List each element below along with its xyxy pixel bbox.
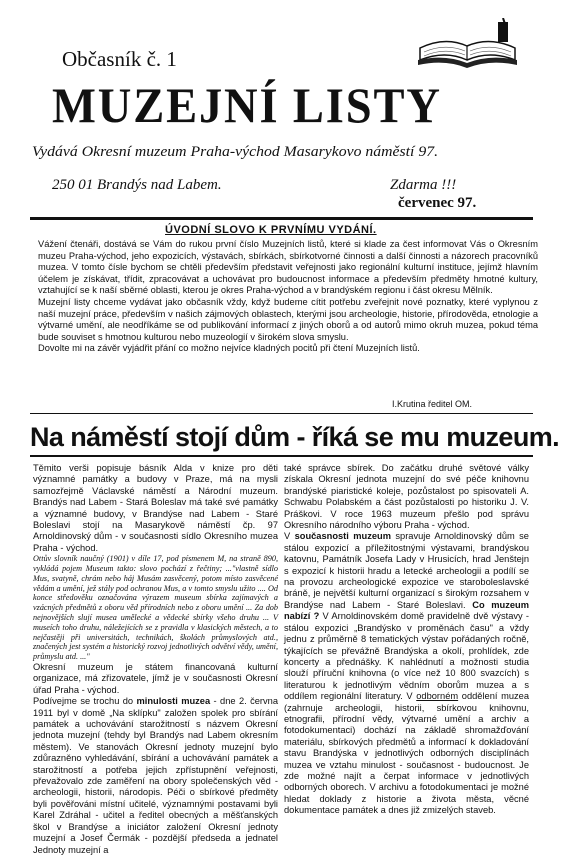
emphasis-department: odborném — [416, 691, 459, 702]
intro-signature: I.Krutina ředitel OM. — [392, 399, 473, 409]
article-paragraph: Těmito verši popisuje básník Alda v knize pro děti významné památky a budovy v Praze, má na mysli samozřejmě Václavské náměstí a Národní muzeum. Brandýs nad Labem - Stará Boleslav má také své památky a významné budovy, v Brandýse nad Labem - Staré Boleslavi stojí na Masarykově náměstí čp. 97 Arnoldinovský dům - v současnosti sídlo Okresního muzea Praha - východ. — [33, 463, 278, 553]
intro-paragraph: Vážení čtenáři, dostává se Vám do rukou první číslo Muzejních listů, které si klade za čest informovat Vás o Okresním muzeu Praha-východ, jeho expozicích, výstavách, sbírkách, sbírkotvorné činnosti a další činnosti a názorech pracovníků muzea. V tomto čísle bychom se chtěli především představit veřejnosti jako regionální kulturní instituce, jejímž hlavním účelem je získávat, třídit, zpracovávat a uchovávat pro budoucnost informace a především předměty hmotné kultury, vztahující se k naší sběrné oblasti, kterou je okres Praha-východ a v brandýském regionu i část okresu Mělník. — [38, 239, 538, 296]
price-label: Zdarma !!! — [390, 177, 457, 193]
intro-paragraph: Muzejní listy chceme vydávat jako občasník vždy, když budeme cítit potřebu zveřejnit nové poznatky, které vyplynou z naší muzejní práce, především v našich zájmových oblastech, kterými jsou archeologie, historie, přírodověda, etnologie a výtvarné umění, ale neodříkáme se od publikování informací z jiných oborů a od autorů mimo okruh muzea, pokud téma bude souviset s hmotnou kulturou nebo muzeologií v širokém slova smyslu. — [38, 296, 538, 342]
article-paragraph — [284, 531, 529, 816]
article-column-right — [284, 463, 529, 817]
encyclopedia-quote: Ottův slovník naučný (1901) v díle 17, pod písmenem M, na straně 890, vykládá pojem Museum takto: slovo pochází z řečtiny; ..."vlastně sídlo Mus, svatyně, chrám nebo háj Musám zasvěcený, potom místo zasvěcené vědám a umění, jež stály pod ochranou Mus, a v tomto smyslu užito .... Od konce středověku označována výrazem museum sbírka zajímavých a vzácných předmětů z oboru věd přírodních nebo z oboru umění ... Za dob nejnovějších slují musea umělecké a vědecké sbírky všeho druhu ... V museích toho druhu, náležejících se z pravidla v klasických městech, a to nejčastěji při universitách, technikách, školách průmyslových atd., značených jest systém a historický rozvoj jednotlivých odvětví vědy, umění, průmyslu atd. ..." — [33, 554, 278, 662]
newspaper-title: MUZEJNÍ LISTY — [52, 77, 442, 133]
intro-text — [38, 239, 538, 355]
emphasis-history: minulosti muzea — [136, 696, 211, 707]
text-run: oddělení muzea (zahrnuje archeologii, historii, sbírkovou knihovnu, etnografii, přírodní vědy, výtvarné umění a archiv a fotodokumentaci) dochází na základě shromažďování materiálu, sbírkových předmětů a informací k dokladování stavu Brandýska v jednotlivých odborných disciplínách muzea ve vztahu minulost - současnost - budoucnost. Je zde možné najít a čerpat informace v jednotlivých odborných oborech. V archivu a fotodokumentaci je možné hledat doklady z historie a života města, věcné dokumentace památek a dnes již zmizelých staveb. — [284, 691, 529, 816]
emphasis-offer: Co muzeum nabízí ? — [284, 599, 529, 622]
article-column-left — [33, 463, 278, 856]
text-run: - dne 2. června 1911 byl v domě „Na sklípku" založen spolek pro sbírání památek a uchovávání starožitností s názvem Okresní jednota muzejní (tehdy byl Brandýs nad Labem okresním městem). Ve stanovách Okresní jednoty muzejní bylo zdůrazněno vyhledávání, sbírání a uchovávání památek a starožitností a potřeba jejich zpřístupnění veřejnosti, převažovalo zde zaměření na obory společenských věd - archeologii, historii, národopis. Péči o sbírkové předměty byli pověřováni místní učitelé, významnými postavami byli Karel Zdráhal - učitel a ředitel obecných a měšťanských škol v Brandýse a iniciátor založení Okresní jednoty muzejní a Josef Čermák - pozdější předseda a jednatel Jednoty muzejní a — [33, 696, 278, 855]
publisher-city: 250 01 Brandýs nad Labem. — [52, 177, 222, 193]
text-run: Podívejme se trochu do — [33, 696, 137, 707]
text-run: V — [284, 531, 295, 542]
article-headline: Na náměstí stojí dům - říká se mu muzeum. — [30, 422, 560, 452]
headline-underline — [30, 455, 533, 457]
issue-number: Občasník č. 1 — [62, 47, 177, 71]
issue-date: červenec 97. — [398, 195, 477, 211]
publisher-line: Vydává Okresní muzeum Praha-východ Masarykovo náměstí 97. — [32, 144, 439, 160]
article-paragraph — [33, 696, 278, 856]
section-divider — [30, 413, 533, 414]
intro-paragraph: Dovolte mi na závěr vyjádřit přání co možno nejvíce kladných pocitů při čtení Muzejních listů. — [38, 343, 420, 354]
text-run: spravuje Arnoldinovský dům se stálou expozicí a příležitostnými výstavami, brandýskou katovnu, Památník Josefa Lady v Hrusicích, hrad Jenštejn s expozicí k historii hradu a letecké archeologii a podílí se na provozu archeologické expozice ve staroboleslavské bráně, je největší kulturní organizací s širokým rozsahem v Brandýse nad Labem - Staré Boleslavi. — [284, 531, 529, 610]
text-run: V Arnoldinovském domě pravidelně dvě výstavy - stálou expozici „Brandýsko v proměnách času" a vždy jednu z průměrně 8 tematických výstav pořádaných ročně, týkajících se převážně Brandýska a okolí, prohlídek, zde koncerty a přednášky. K nahlédnutí a možnosti studia slouží příruční knihovna (o více než 10 800 svazcích) s literaturou k jednotlivým vědním oborům muzea a s oddílem regionální literatury. V — [284, 611, 529, 702]
article-paragraph: Okresní muzeum je státem financovaná kulturní organizace, má zřizovatele, jímž je v současnosti Okresní úřad Praha - východ. — [33, 662, 278, 695]
emphasis-present: současnosti muzeum — [294, 531, 391, 542]
article-paragraph: také správce sbírek. Do začátku druhé světové války získala Okresní jednota muzejní do své péče knihovnu brandýské piaristické koleje, pozůstalost po spisovateli A. Schwabu Polabském a část pozůstalosti po historiku J. V. Práškovi. V roce 1963 muzeum přešlo pod správu Okresního národního výboru Praha - východ. — [284, 463, 529, 531]
open-book-icon — [410, 18, 525, 70]
intro-heading: ÚVODNÍ SLOVO K PRVNÍMU VYDÁNÍ. — [165, 224, 377, 236]
masthead-divider — [30, 217, 533, 220]
